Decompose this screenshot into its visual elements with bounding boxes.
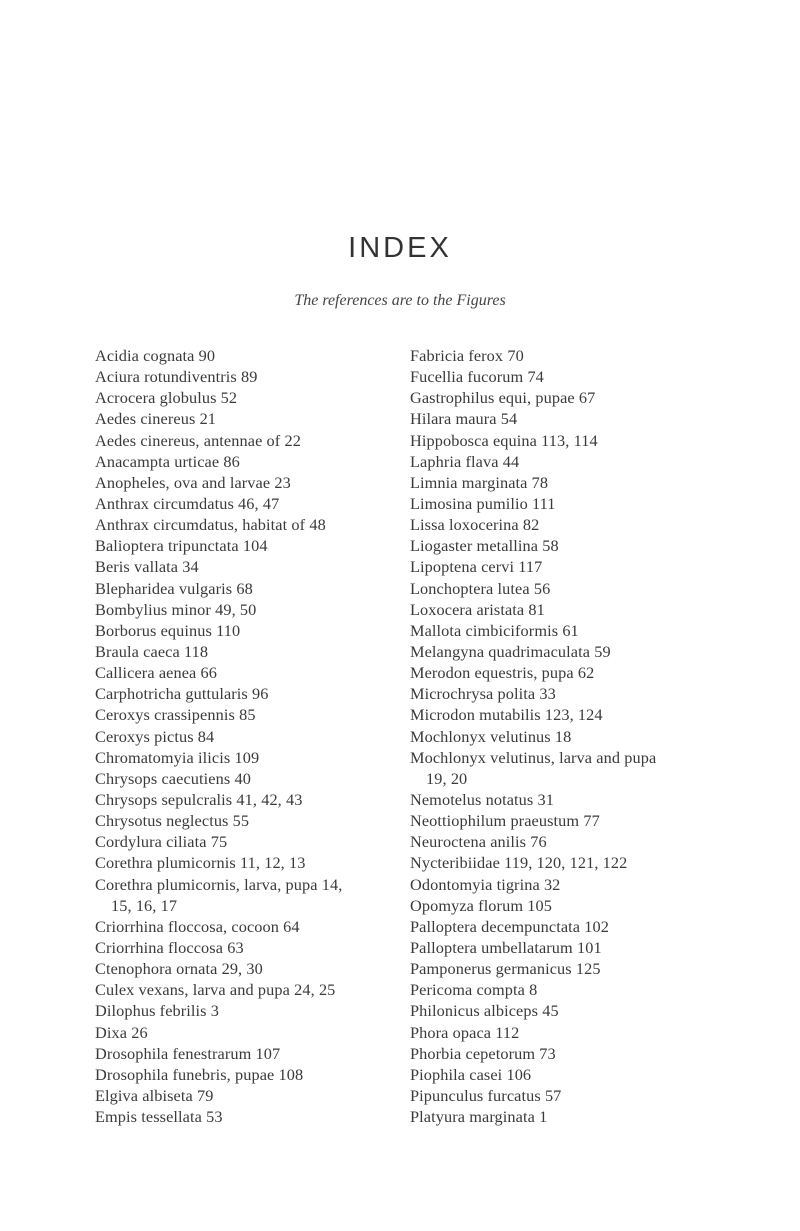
index-entry: Fucellia fucorum 74: [410, 367, 544, 387]
index-entry: Liogaster metallina 58: [410, 536, 559, 556]
index-entry: Chrysops caecutiens 40: [95, 768, 251, 788]
index-entry: Opomyza florum 105: [410, 895, 552, 915]
index-entry: Merodon equestris, pupa 62: [410, 663, 595, 683]
index-entry: Ceroxys pictus 84: [95, 726, 215, 746]
index-entry: Lonchoptera lutea 56: [410, 578, 551, 598]
index-entry: Corethra plumicornis, larva, pupa 14,: [95, 874, 343, 894]
index-entry: Phora opaca 112: [410, 1022, 520, 1042]
index-column-left: [95, 345, 395, 1127]
index-entry: Chrysotus neglectus 55: [95, 811, 250, 831]
index-entry: Aciura rotundiventris 89: [95, 367, 258, 387]
index-entry: Gastrophilus equi, pupae 67: [410, 388, 596, 408]
index-entry: Pipunculus furcatus 57: [410, 1085, 562, 1105]
index-entry: Carphotricha guttularis 96: [95, 684, 269, 704]
index-entry: Philonicus albiceps 45: [410, 1001, 559, 1021]
index-entry: Ctenophora ornata 29, 30: [95, 959, 263, 979]
index-entry: Elgiva albiseta 79: [95, 1085, 214, 1105]
index-entry: Mochlonyx velutinus, larva and pupa: [410, 747, 657, 767]
index-entry: Pericoma compta 8: [410, 980, 538, 1000]
index-entry: Chrysops sepulcralis 41, 42, 43: [95, 789, 303, 809]
index-entry: Dilophus febrilis 3: [95, 1001, 220, 1021]
index-entry: Piophila casei 106: [410, 1064, 532, 1084]
index-entry: Limosina pumilio 111: [410, 493, 556, 513]
page-subtitle: The references are to the Figures: [294, 292, 506, 309]
index-entry: Nycteribiidae 119, 120, 121, 122: [410, 853, 628, 873]
index-entry: Criorrhina floccosa, cocoon 64: [95, 916, 300, 936]
index-entry: Chromatomyia ilicis 109: [95, 747, 260, 767]
index-entry: Balioptera tripunctata 104: [95, 536, 268, 556]
index-entry: Neuroctena anilis 76: [410, 832, 547, 852]
index-column-right: [410, 345, 700, 1127]
index-entry: Borborus equinus 110: [95, 620, 241, 640]
page-title: INDEX: [348, 232, 452, 264]
index-entry: Anopheles, ova and larvae 23: [95, 472, 291, 492]
index-entry: Callicera aenea 66: [95, 663, 218, 683]
index-entry: Hippobosca equina 113, 114: [410, 430, 598, 450]
index-entry: Phorbia cepetorum 73: [410, 1043, 556, 1063]
index-entry: Braula caeca 118: [95, 641, 209, 661]
index-entry-continuation: 19, 20: [426, 768, 468, 788]
index-entry: Aedes cinereus 21: [95, 409, 217, 429]
index-entry: Corethra plumicornis 11, 12, 13: [95, 853, 306, 873]
index-entry: Anthrax circumdatus 46, 47: [95, 493, 280, 513]
index-entry: Limnia marginata 78: [410, 472, 549, 492]
index-entry: Pamponerus germanicus 125: [410, 959, 601, 979]
index-entry: Laphria flava 44: [410, 451, 520, 471]
index-entry: Neottiophilum praeustum 77: [410, 811, 600, 831]
index-entry-continuation: 15, 16, 17: [111, 895, 178, 915]
index-entry: Fabricia ferox 70: [410, 346, 524, 365]
index-entry: Dixa 26: [95, 1022, 148, 1042]
index-entry: Criorrhina floccosa 63: [95, 937, 244, 957]
index-entry: Odontomyia tigrina 32: [410, 874, 561, 894]
index-entry: Palloptera umbellatarum 101: [410, 937, 602, 957]
index-entry: Bombylius minor 49, 50: [95, 599, 257, 619]
index-entry: Lipoptena cervi 117: [410, 557, 543, 577]
index-entry: Blepharidea vulgaris 68: [95, 578, 253, 598]
index-entry: Hilara maura 54: [410, 409, 518, 429]
index-entry: Microdon mutabilis 123, 124: [410, 705, 603, 725]
index-entry: Acrocera globulus 52: [95, 388, 238, 408]
index-entry: Lissa loxocerina 82: [410, 515, 540, 535]
index-entry: Drosophila fenestrarum 107: [95, 1043, 281, 1063]
index-entry: Acidia cognata 90: [95, 346, 216, 365]
index-entry: Melangyna quadrimaculata 59: [410, 641, 611, 661]
index-entry: Mallota cimbiciformis 61: [410, 620, 579, 640]
index-entry: Anthrax circumdatus, habitat of 48: [95, 515, 326, 535]
index-entry: Ceroxys crassipennis 85: [95, 705, 256, 725]
index-entry: Mochlonyx velutinus 18: [410, 726, 572, 746]
index-entry: Platyura marginata 1: [410, 1107, 548, 1127]
index-entry: Nemotelus notatus 31: [410, 789, 554, 809]
index-entry: Aedes cinereus, antennae of 22: [95, 430, 301, 450]
index-entry: Empis tessellata 53: [95, 1107, 223, 1127]
index-entry: Microchrysa polita 33: [410, 684, 556, 704]
index-entry: Beris vallata 34: [95, 557, 199, 577]
index-entry: Anacampta urticae 86: [95, 451, 240, 471]
index-entry: Cordylura ciliata 75: [95, 832, 228, 852]
index-entry: Culex vexans, larva and pupa 24, 25: [95, 980, 336, 1000]
index-entry: Palloptera decempunctata 102: [410, 916, 610, 936]
index-entry: Drosophila funebris, pupae 108: [95, 1064, 304, 1084]
index-entry: Loxocera aristata 81: [410, 599, 545, 619]
